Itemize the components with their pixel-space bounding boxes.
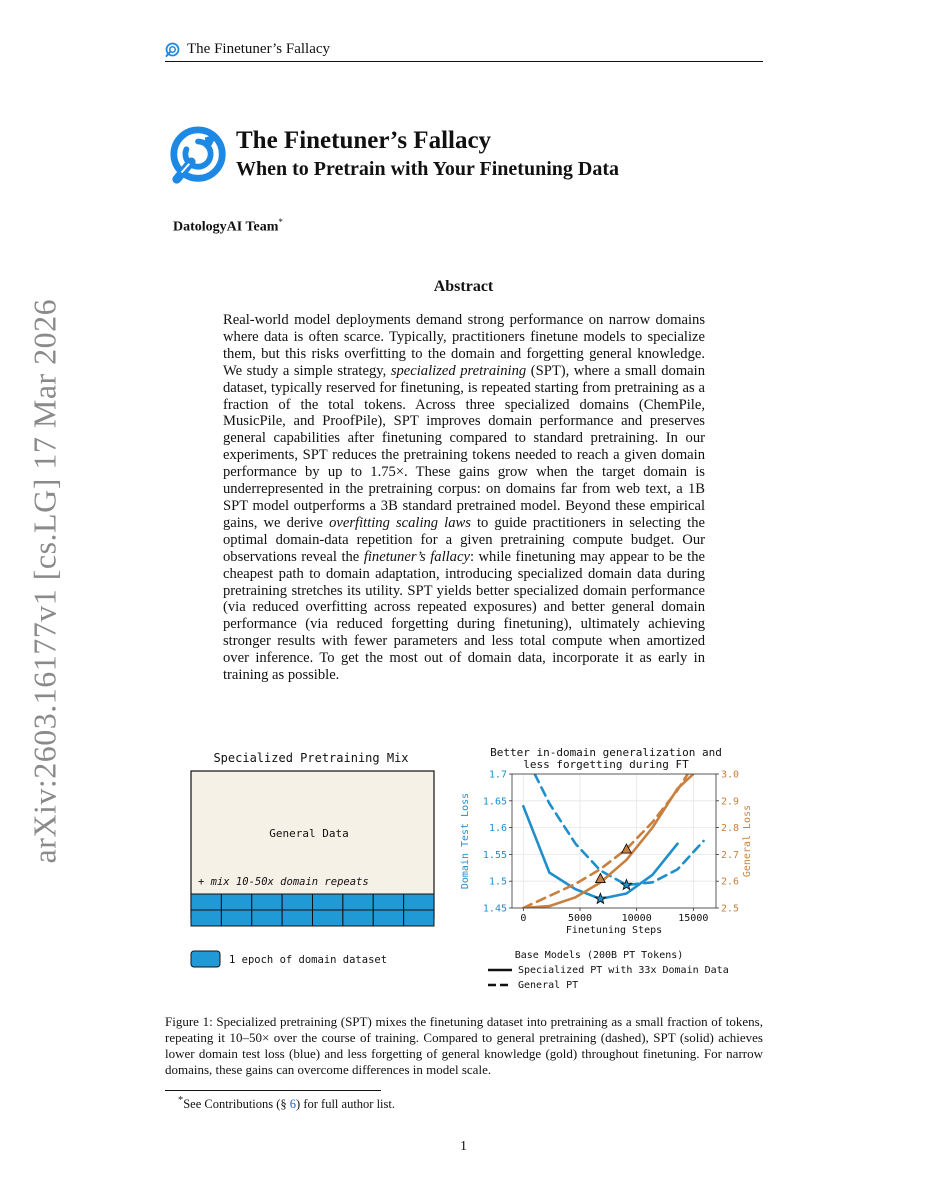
abstract-text: to guide practitioners in selecting the optimal domain-data repetition for a given pretraining compute budget. Our observations reveal the (223, 514, 705, 565)
footnote-text: ) for full author list. (296, 1097, 395, 1112)
y-tick-label-right: 2.5 (721, 903, 740, 915)
running-head (165, 41, 330, 58)
mix-repeats-label: + mix 10-50x domain repeats (198, 876, 369, 888)
title-block (236, 126, 619, 182)
chart-title: less forgetting during FT (523, 758, 689, 771)
wrench-magnifier-logo-icon (168, 126, 230, 188)
domain-block (373, 894, 403, 910)
y-tick-label-left: 1.55 (482, 849, 507, 861)
general-data-label: General Data (269, 827, 349, 840)
x-tick-label: 15000 (678, 913, 709, 924)
arxiv-stamp: arXiv:2603.16177v1 [cs.LG] 17 Mar 2026 (26, 298, 63, 864)
domain-block (252, 894, 282, 910)
domain-block (343, 910, 373, 926)
abstract-heading: Abstract (433, 278, 494, 295)
page-number: 1 (460, 1139, 467, 1154)
footnote-rule (165, 1090, 381, 1091)
domain-block (221, 894, 251, 910)
y-tick-label-right: 3.0 (721, 769, 740, 781)
x-axis-label: Finetuning Steps (565, 925, 663, 936)
abstract-emphasis: specialized pretraining (390, 362, 527, 379)
domain-repeat-blocks (191, 894, 434, 926)
y-tick-label-right: 2.8 (721, 823, 740, 835)
domain-block (282, 894, 312, 910)
header-rule (165, 61, 763, 62)
y-tick-label-right: 2.6 (721, 876, 740, 888)
footnote-mark: * (178, 1095, 184, 1106)
abstract-text: (SPT), where a small domain dataset, typically reserved for finetuning, is repeated starting from pretraining as a fraction of the total tokens. Across three specialized domains (ChemPile, MusicPile, and ProofPile), SPT improves domain performance and preserves general capabilities after finetuning compared to standard pretraining. In our experiments, SPT reduces the pretraining tokens needed to reach a given domain performance by up to 1.75×. These gains grow when the target domain is underrepresented in the pretraining corpus: on domains far from web text, a 1B SPT model outperforms a 3B standard pretrained model. Beyond these empirical gains, we derive (223, 362, 706, 531)
domain-block (221, 910, 251, 926)
footnote-text: See Contributions (§ (183, 1097, 290, 1112)
domain-block (191, 910, 221, 926)
chart-title: Better in-domain generalization and (490, 746, 722, 759)
abstract-emphasis: overfitting scaling laws (329, 514, 471, 531)
logo-icon (165, 42, 181, 58)
abstract-emphasis: finetuner’s fallacy (363, 548, 470, 565)
domain-block (313, 894, 343, 910)
legend-entry-label: General PT (518, 980, 579, 991)
domain-block (343, 894, 373, 910)
mix-title: Specialized Pretraining Mix (213, 751, 409, 765)
pretraining-mix-diagram (185, 742, 440, 977)
plot-area (512, 774, 716, 908)
paper-subtitle: When to Pretrain with Your Finetuning Data (236, 158, 619, 180)
domain-block (313, 910, 343, 926)
loss-chart (452, 742, 762, 995)
x-tick-label: 5000 (567, 913, 593, 924)
y-tick-label-right: 2.9 (721, 796, 740, 808)
running-head-title: The Finetuner’s Fallacy (187, 41, 331, 57)
domain-block (282, 910, 312, 926)
abstract-body (223, 312, 705, 684)
abstract-text: : while finetuning may appear to be the cheapest path to domain adaptation, introducing specialized domain data during pretraining stretches its utility. SPT yields better specialized domain performance (via reduced overfitting across repeated exposures) and better general domain performance (via reduced forgetting during finetuning), ultimately achieving stronger results with fewer parameters and less total compute when amortized over inference. To get the most out of domain data, incorporate it as early in training as possible. (223, 548, 706, 684)
contributions-section-link[interactable]: 6 (289, 1097, 297, 1112)
domain-block (404, 894, 434, 910)
y-tick-label-left: 1.7 (488, 769, 507, 781)
y-tick-label-left: 1.6 (488, 823, 507, 835)
y-tick-label-left: 1.65 (482, 796, 507, 808)
y-tick-label-right: 2.7 (721, 849, 740, 861)
y-axis-label-right: General Loss (742, 804, 753, 878)
footnote (178, 1095, 395, 1112)
x-tick-label: 0 (520, 913, 527, 924)
legend-label: 1 epoch of domain dataset (229, 954, 388, 966)
authors (173, 217, 283, 236)
domain-block (404, 910, 434, 926)
y-tick-label-left: 1.45 (482, 903, 507, 915)
domain-block (191, 894, 221, 910)
x-tick-label: 10000 (621, 913, 652, 924)
author-mark: * (278, 217, 283, 227)
legend-entry-label: Specialized PT with 33x Domain Data (518, 965, 729, 976)
legend-swatch (191, 951, 220, 967)
domain-block (252, 910, 282, 926)
domain-block (373, 910, 403, 926)
paper-title: The Finetuner’s Fallacy (236, 127, 492, 154)
y-axis-label-left: Domain Test Loss (460, 792, 471, 890)
y-tick-label-left: 1.5 (488, 876, 507, 888)
figure-caption: Figure 1: Specialized pretraining (SPT) mixes the finetuning dataset into pretraining as a small fraction of tokens, repeating it 10–50× over the course of training. Compared to general pretraining (dashed), SPT (solid) achieves lower domain test loss (blue) and less forgetting of general knowledge (gold) throughout finetuning. For narrow domains, these gains can overcome differences in model scale. (165, 1014, 763, 1077)
abstract-text: Real-world model deployments demand strong performance on narrow domains where data is often scarce. Typically, practitioners finetune models to specialize them, but this risks overfitting to the domain and forgetting general knowledge. We study a simple strategy, (223, 312, 705, 379)
author-name: DatologyAI Team (173, 219, 279, 235)
legend-title: Base Models (200B PT Tokens) (514, 950, 684, 961)
